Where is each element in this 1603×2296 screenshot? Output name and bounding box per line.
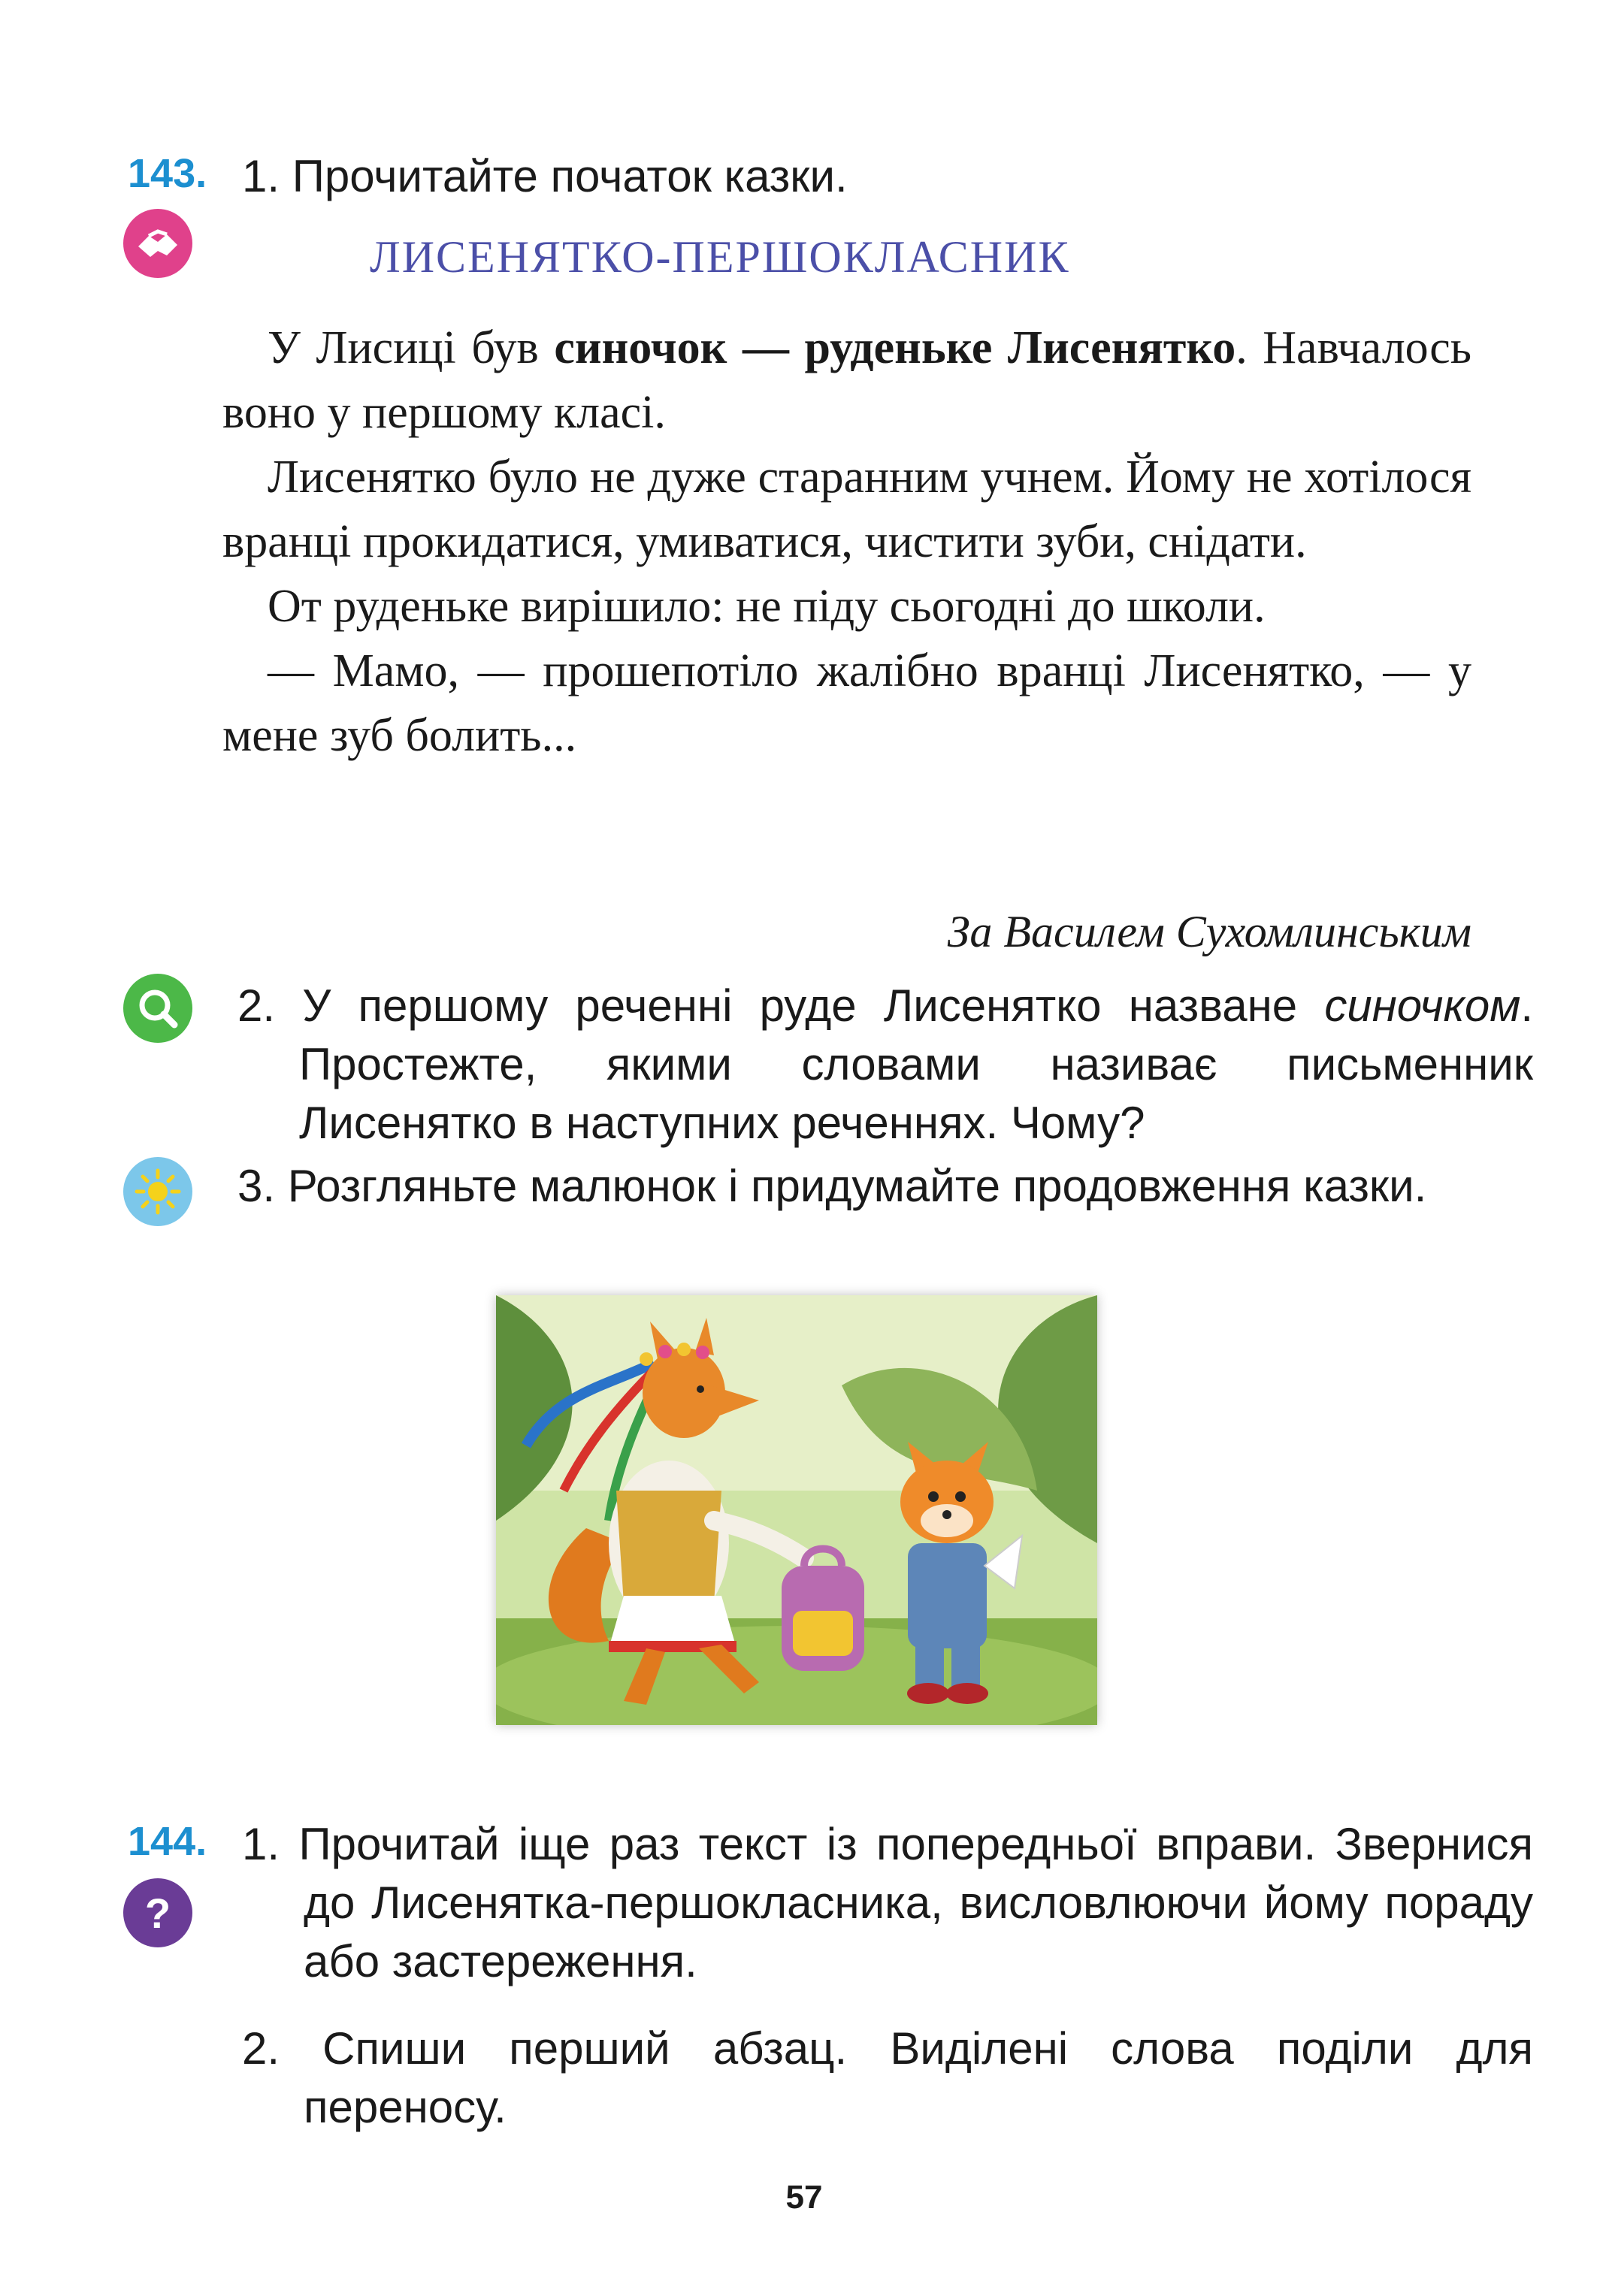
story-p1-end: . Навчалось воно у першому класі. — [222, 322, 1472, 438]
story-p1-start: У Лисиці був — [268, 322, 555, 373]
sun-icon — [123, 1157, 192, 1226]
question-icon — [123, 1878, 192, 1947]
ex143-task-2 — [237, 977, 1533, 1153]
story-p1-bold: синочок — руденьке Лисенятко — [554, 322, 1236, 373]
ex144-task-2: 2. Спиши перший абзац. Виділені слова поділи для переносу. — [242, 2023, 1533, 2132]
story-paragraph-3: От руденьке вирішило: не піду сьогодні до школи. — [268, 581, 1266, 632]
exercise-number-143: 143. — [128, 151, 207, 196]
ex143-task-2-italic: синочком — [1324, 980, 1521, 1031]
story-paragraph-2: Лисенятко було не дуже старанним учнем. Йому не хотілося вранці прокидатися, умиватися, чистити зуби, снідати. — [222, 452, 1471, 567]
magnifier-icon — [123, 974, 192, 1043]
story-paragraph-1 — [222, 316, 1471, 445]
story-author: За Василем Сухомлинським — [947, 907, 1471, 956]
ex143-task-2-end: . Простежте, якими словами називає письменник Лисенятко в наступних реченнях. Чому? — [299, 980, 1533, 1148]
svg-text:?: ? — [144, 1890, 171, 1937]
handshake-icon — [123, 209, 192, 278]
ex143-task-2-start: 2. У першому реченні руде Лисенятко назване — [237, 980, 1325, 1031]
story-paragraph-4: — Мамо, — прошепотіло жалібно вранці Лисенятко, — у мене зуб болить... — [222, 645, 1471, 761]
page-number: 57 — [785, 2179, 823, 2216]
ex144-task-1: 1. Прочитай іще раз текст із попередньої вправи. Звернися до Лисенятка-першокласника, висловлюючи йому пораду або застереження. — [242, 1819, 1533, 1986]
ex143-task-1: 1. Прочитайте початок казки. — [242, 151, 848, 201]
story-text — [222, 316, 1471, 768]
story-title: ЛИСЕНЯТКО-ПЕРШОКЛАСНИК — [370, 232, 1070, 282]
ex143-task-3: 3. Розгляньте малюнок і придумайте продовження казки. — [237, 1161, 1427, 1211]
exercise-number-144: 144. — [128, 1819, 207, 1864]
fox-illustration — [496, 1295, 1097, 1725]
